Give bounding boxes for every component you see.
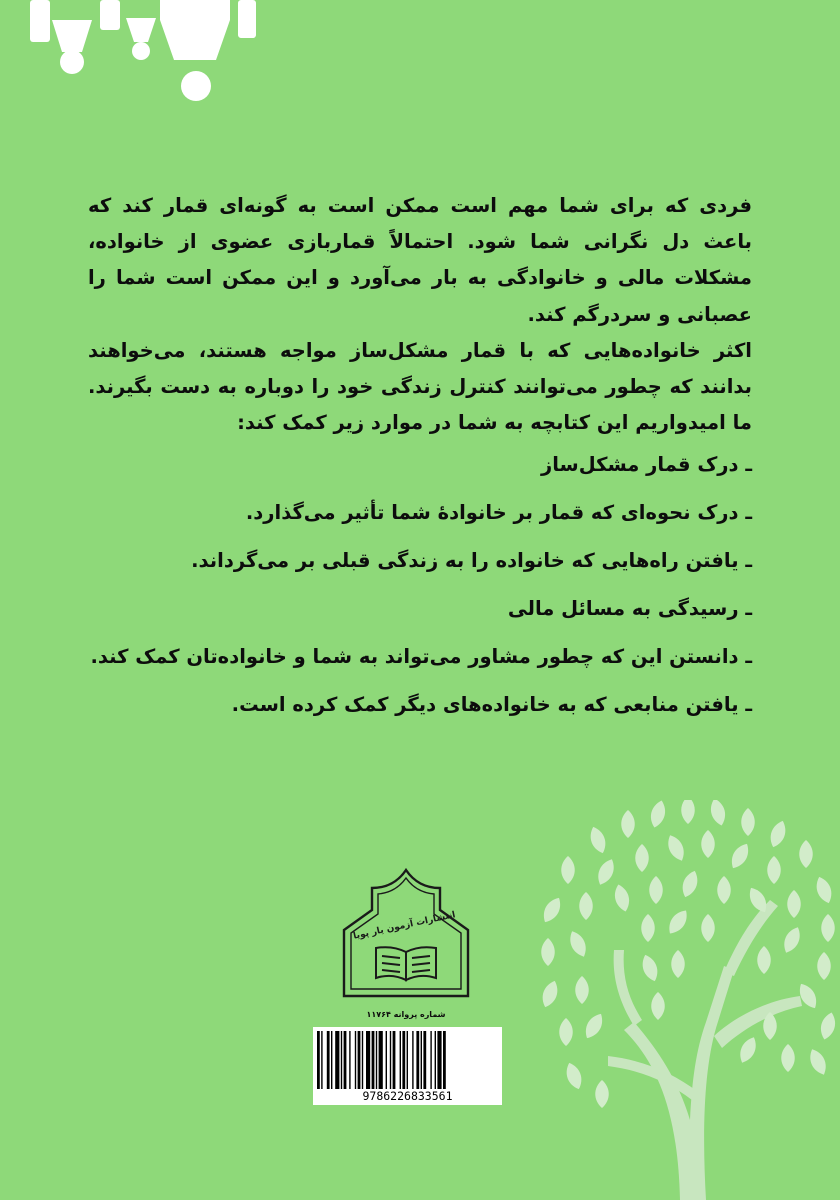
barcode-bar xyxy=(321,1031,322,1089)
exclamation-figures-icon xyxy=(30,0,260,110)
barcode-bar xyxy=(331,1031,332,1089)
permit-number: شماره پروانه ۱۱۷۶۴ xyxy=(366,1010,446,1019)
barcode-bar xyxy=(423,1031,426,1089)
barcode-bar xyxy=(379,1031,383,1089)
barcode-bar xyxy=(327,1031,330,1089)
barcode-bar xyxy=(344,1031,347,1089)
barcode-bar xyxy=(349,1031,350,1089)
body-text xyxy=(88,188,752,729)
barcode-bar xyxy=(407,1031,408,1089)
barcode-icon xyxy=(313,1031,502,1093)
barcode-bar xyxy=(335,1031,339,1089)
list-item: ـ رسیدگی به مسائل مالی xyxy=(507,597,752,621)
barcode-bar xyxy=(366,1031,370,1089)
list-item: ـ یافتن منابعی که به خانواده‌های دیگر کمک کرده است. xyxy=(231,693,752,717)
list-item: ـ درک قمار مشکل‌ساز xyxy=(540,453,752,477)
barcode-bar xyxy=(412,1031,413,1089)
barcode-bar xyxy=(355,1031,356,1089)
publisher-name: انتشارات آزمون یار پویا xyxy=(352,910,457,942)
barcode-bar xyxy=(390,1031,391,1089)
barcode-bar xyxy=(416,1031,419,1089)
barcode-bar xyxy=(358,1031,361,1089)
barcode-bar xyxy=(372,1031,375,1089)
barcode-bar xyxy=(393,1031,396,1089)
barcode xyxy=(313,1027,502,1105)
barcode-bar xyxy=(400,1031,401,1089)
barcode-bar xyxy=(430,1031,431,1089)
barcode-bar xyxy=(362,1031,363,1089)
list-item: ـ یافتن راه‌هایی که خانواده را به زندگی قبلی بر می‌گرداند. xyxy=(191,549,752,573)
tree-illustration-icon xyxy=(538,800,840,1200)
intro-paragraph: فردی که برای شما مهم است ممکن است به گونه‌ای قمار کند که باعث دل نگرانی شما شود. احتمالاً قماربازی عضوی از خانواده، مشکلات مالی و خانوادگی به بار می‌آورد و این ممکن است شما را عصبانی و سردرگم کند. xyxy=(88,194,752,326)
barcode-bar xyxy=(341,1031,342,1089)
isbn-number: 9786226833561 xyxy=(362,1089,453,1103)
barcode-bar xyxy=(317,1031,320,1089)
publisher-logo-book-icon xyxy=(338,866,474,1012)
barcode-bar xyxy=(435,1031,436,1089)
barcode-bar xyxy=(386,1031,387,1089)
list-item: ـ دانستن این که چطور مشاور می‌تواند به شما و خانواده‌تان کمک کند. xyxy=(90,645,752,669)
barcode-bar xyxy=(421,1031,422,1089)
barcode-bar xyxy=(376,1031,377,1089)
families-paragraph: اکثر خانواده‌هایی که با قمار مشکل‌ساز مواجه هستند، می‌خواهند بدانند که چطور می‌توانند کنترل زندگی خود را دوباره به دست بگیرند. ما امیدواریم این کتابچه به شما در موارد زیر کمک کند: xyxy=(88,338,752,435)
barcode-bar xyxy=(443,1031,446,1089)
barcode-bar xyxy=(402,1031,405,1089)
help-list xyxy=(88,441,752,729)
barcode-bar xyxy=(437,1031,441,1089)
list-item: ـ درک نحوه‌ای که قمار بر خانوادهٔ شما تأثیر می‌گذارد. xyxy=(245,501,752,525)
